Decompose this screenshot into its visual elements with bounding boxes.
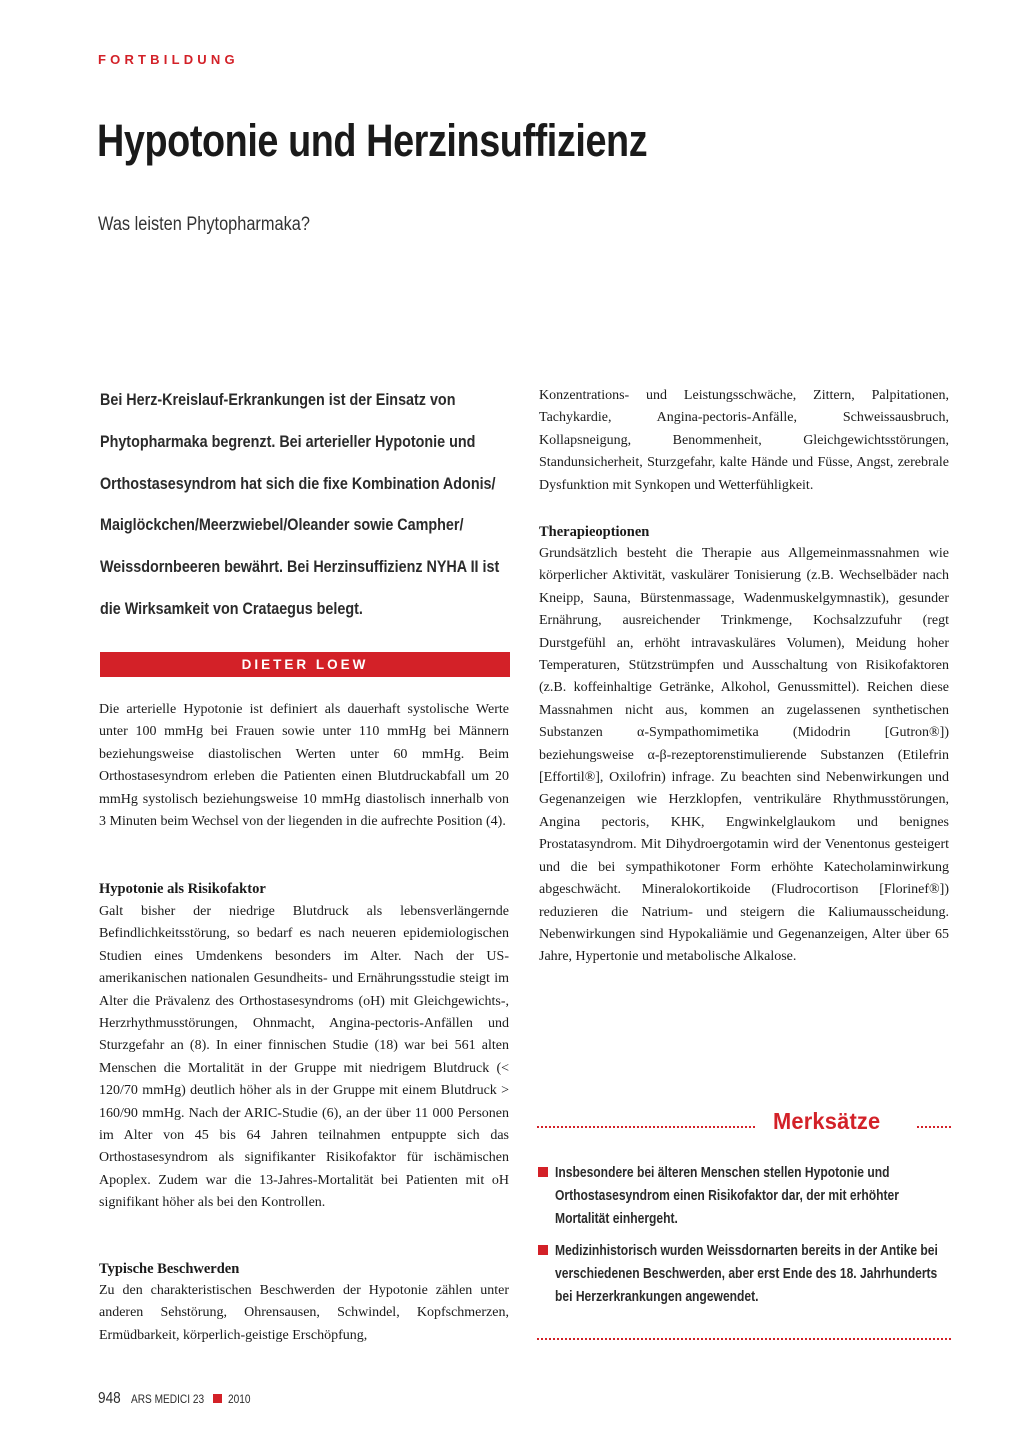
symptoms-continuation: Konzentrations- und Leistungsschwäche, Zittern, Palpitationen, Tachykardie, Angina-pectoris-Anfälle, Schweissausbruch, Kollapsneigung, Benommenheit, Gleichgewichtsstörungen, Standunsicherheit, Sturzgefahr, kalte Hände und Füsse, Angst, zerebrale Dysfunktion mit Synkopen und Wetterfühligkeit. [539, 388, 949, 493]
dotted-rule [537, 1338, 951, 1340]
merksaetze-header [537, 1108, 951, 1138]
merksatz-text: Medizinhistorisch wurden Weissdornarten bereits in der Antike bei verschiedenen Beschwerden, aber erst Ende des 18. Jahrhunderts bei Herzerkrankungen angewendet. [555, 1243, 938, 1305]
merksatz-text: Insbesondere bei älteren Menschen stellen Hypotonie und Orthostasesyndrom einen Risikofaktor dar, der mit erhöhter Mortalität einhergeht. [555, 1165, 899, 1227]
section-text-risk-factor: Galt bisher der niedrige Blutdruck als lebensverlängernde Befindlichkeitsstörung, so bedarf es nach neueren epidemiologischen Studien eines Umdenkens besonders im Alter. Nach der US-amerikanischen nationalen Gesundheits- und Ernährungsstudie steigt im Alter die Prävalenz des Orthostasesyndroms (oH) mit Gleichgewichts-, Herzrhythmusstörungen, Ohnmacht, Angina-pectoris-Anfällen und Sturzgefahr an (8). In einer finnischen Studie (18) war bei 561 alten Menschen die Mortalität in der Gruppe mit niedrigem Blutdruck (< 120/70 mmHg) deutlich höher als in der Gruppe mit einem Blutdruck > 160/90 mmHg. Nach der ARIC-Studie (6), an der über 11 000 Personen im Alter von 45 bis 64 Jahren teilnahmen entpuppte sich das Orthostasesyndrom als signifikanter Risikofaktor für ischämischen Apoplex. Zudem war die 13-Jahres-Mortalität bei Patienten mit oH signifikant höher als bei den Kontrollen. [99, 904, 509, 1211]
section-text-symptoms: Zu den charakteristischen Beschwerden der Hypotonie zählen unter anderen Sehstörung, Ohrensausen, Schwindel, Kopfschmerzen, Ermüdbarkeit, körperlich-geistige Erschöpfung, [99, 1283, 509, 1343]
merksaetze-title: Merksätze [773, 1108, 881, 1134]
dotted-rule [537, 1126, 755, 1128]
journal-year: 2010 [228, 1394, 251, 1406]
author-bar: DIETER LOEW [100, 652, 510, 677]
intro-paragraph: Die arterielle Hypotonie ist definiert als dauerhaft systolische Werte unter 100 mmHg bei Frauen sowie unter 110 mmHg bei Männern beziehungsweise diastolischen Werten unter 60 mmHg. Beim Orthostasesyndrom erleben die Patienten einen Blutdruckabfall um 20 mmHg systolisch beziehungsweise 10 mmHg diastolisch innerhalb von 3 Minuten beim Wechsel von der liegenden in die aufrechte Position (4). [99, 702, 509, 830]
lead-paragraph: Bei Herz-Kreislauf-Erkrankungen ist der Einsatz von Phytopharmaka begrenzt. Bei arterieller Hypotonie und Orthostasesyndrom hat sich die fixe Kombination Adonis/ Maiglöckchen/Meerzwiebel/Oleander sowie Campher/ Weissdornbeeren bewährt. Bei Herzinsuffizienz NYHA II ist die Wirksamkeit von Crataegus belegt. [100, 391, 500, 618]
page-number: 948 [98, 1390, 121, 1407]
article-subtitle: Was leisten Phytopharmaka? [98, 214, 310, 235]
page-footer [98, 1390, 254, 1410]
dotted-rule [917, 1126, 951, 1128]
square-separator-icon [213, 1394, 222, 1403]
section-label: FORTBILDUNG [98, 52, 239, 67]
square-bullet-icon [538, 1245, 548, 1255]
square-bullet-icon [538, 1167, 548, 1177]
section-heading-symptoms: Typische Beschwerden [99, 1261, 240, 1277]
journal-name: ARS MEDICI 23 [131, 1394, 205, 1406]
section-text-therapy: Grundsätzlich besteht die Therapie aus Allgemeinmassnahmen wie körperlicher Aktivität, vaskulärer Tonisierung (z.B. Wechselbäder nach Kneipp, Sauna, Bürstenmassage, Wadenmuskelgymnastik), gesunder Ernährung, ausreichender Trinkmenge, Kochsalzzufuhr (regt Durstgefühl an, erhöht intravaskuläres Volumen), Meidung hoher Temperaturen, Stützstrümpfen und Ausschaltung von Risikofaktoren (z.B. koffeinhaltige Getränke, Alkohol, Genussmittel). Reichen diese Massnahmen nicht aus, kommen an zugelassenen synthetischen Substanzen α-Sympathomimetika (Midodrin [Gutron®]) beziehungsweise α-β-rezeptorenstimulierende Substanzen (Etilefrin [Effortil®], Oxilofrin) infrage. Zu beachten sind Nebenwirkungen und Gegenanzeigen wie Herzklopfen, ventrikuläre Rhythmusstörungen, Angina pectoris, KHK, Engwinkelglaukom und benignes Prostatasyndrom. Mit Dihydroergotamin wird der Venentonus gesteigert und die bei sympathikotoner Form erhöhte Katecholaminwirkung abgeschwächt. Mineralokortikoide (Fludrocortison [Florinef®]) reduzieren die Natrium- und steigern die Kaliumausscheidung. Nebenwirkungen sind Hypokaliämie und Gegenanzeigen, Alter über 65 Jahre, Hypertonie und metabolische Alkalose. [539, 546, 949, 965]
article-title: Hypotonie und Herzinsuffizienz [97, 115, 648, 166]
section-heading-risk-factor: Hypotonie als Risikofaktor [99, 881, 266, 897]
section-heading-therapy: Therapieoptionen [539, 524, 650, 540]
